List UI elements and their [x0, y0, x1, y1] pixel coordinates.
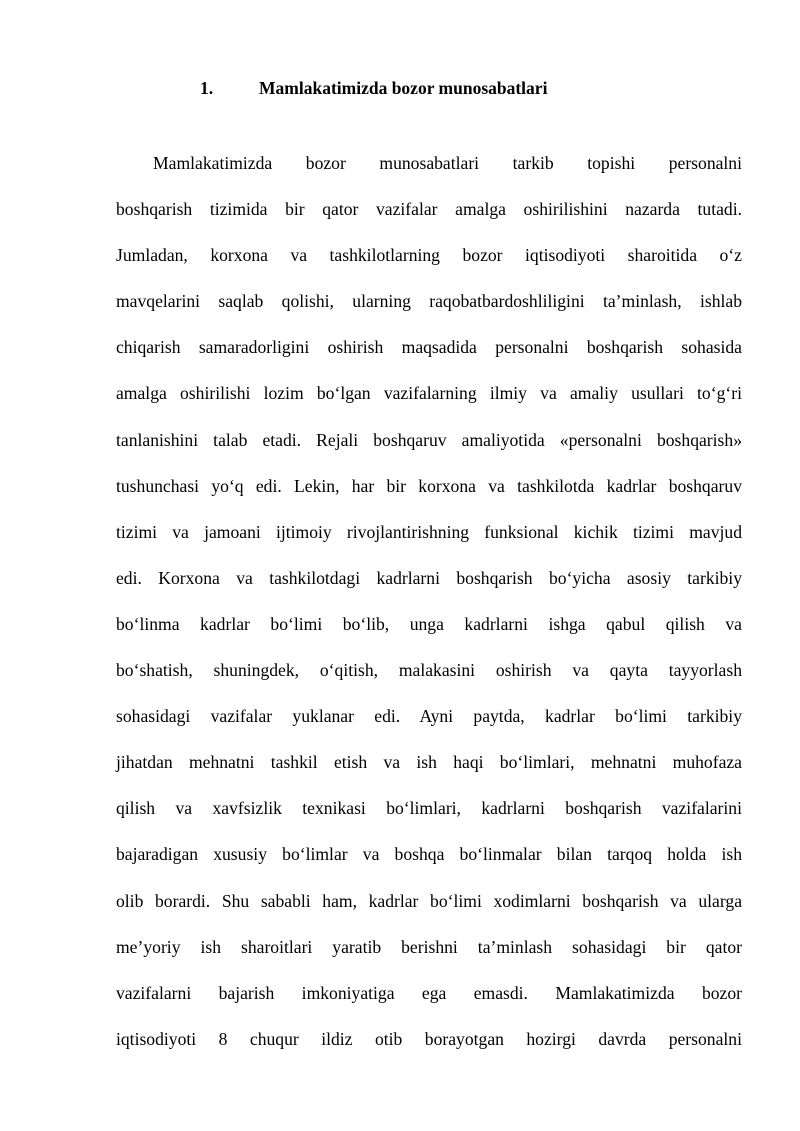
paragraph-line: boshqarish tizimida bir qator vazifalar amalga oshirilishini nazarda tutadi. — [116, 199, 742, 220]
paragraph-line: bo‘linma kadrlar bo‘limi bo‘lib, unga kadrlarni ishga qabul qilish va — [116, 613, 742, 634]
section-number: 1. — [200, 78, 214, 98]
paragraph-line: chiqarish samaradorligini oshirish maqsadida personalni boshqarish sohasida — [116, 337, 742, 358]
paragraph-line: Mamlakatimizda bozor munosabatlari tarkib topishi personalni — [153, 153, 742, 173]
paragraph-line: edi. Korxona va tashkilotdagi kadrlarni boshqarish bo‘yicha asosiy tarkibiy — [116, 567, 742, 588]
paragraph-line: olib borardi. Shu sababli ham, kadrlar bo‘limi xodimlarni boshqarish va ularga — [116, 890, 742, 911]
paragraph-line: sohasidagi vazifalar yuklanar edi. Ayni paytda, kadrlar bo‘limi tarkibiy — [116, 706, 742, 727]
paragraph-line: amalga oshirilishi lozim bo‘lgan vazifalarning ilmiy va amaliy usullari to‘g‘ri — [116, 383, 742, 404]
body-paragraph — [116, 140, 742, 1062]
paragraph-line: mavqelarini saqlab qolishi, ularning raqobatbardoshliligini ta’minlash, ishlab — [116, 291, 742, 312]
paragraph-line: bo‘shatish, shuningdek, o‘qitish, malakasini oshirish va qayta tayyorlash — [116, 660, 742, 681]
paragraph-line: bajaradigan xususiy bo‘limlar va boshqa bo‘linmalar bilan tarqoq holda ish — [116, 844, 742, 865]
paragraph-line: tanlanishini talab etadi. Rejali boshqaruv amaliyotida «personalni boshqarish» — [116, 429, 742, 450]
paragraph-line: iqtisodiyoti 8 chuqur ildiz otib borayotgan hozirgi davrda personalni — [116, 1028, 742, 1049]
paragraph-line: vazifalarni bajarish imkoniyatiga ega emasdi. Mamlakatimizda bozor — [116, 982, 742, 1003]
section-title: Mamlakatimizda bozor munosabatlari — [259, 78, 548, 98]
paragraph-line: tushunchasi yo‘q edi. Lekin, har bir korxona va tashkilotda kadrlar boshqaruv — [116, 475, 742, 496]
paragraph-line: qilish va xavfsizlik texnikasi bo‘limlari, kadrlarni boshqarish vazifalarini — [116, 798, 742, 819]
paragraph-line: me’yoriy ish sharoitlari yaratib berishni ta’minlash sohasidagi bir qator — [116, 936, 742, 957]
paragraph-line: tizimi va jamoani ijtimoiy rivojlantirishning funksional kichik tizimi mavjud — [116, 521, 742, 542]
paragraph-line: Jumladan, korxona va tashkilotlarning bozor iqtisodiyoti sharoitida o‘z — [116, 245, 742, 266]
paragraph-line: jihatdan mehnatni tashkil etish va ish haqi bo‘limlari, mehnatni muhofaza — [116, 752, 742, 773]
